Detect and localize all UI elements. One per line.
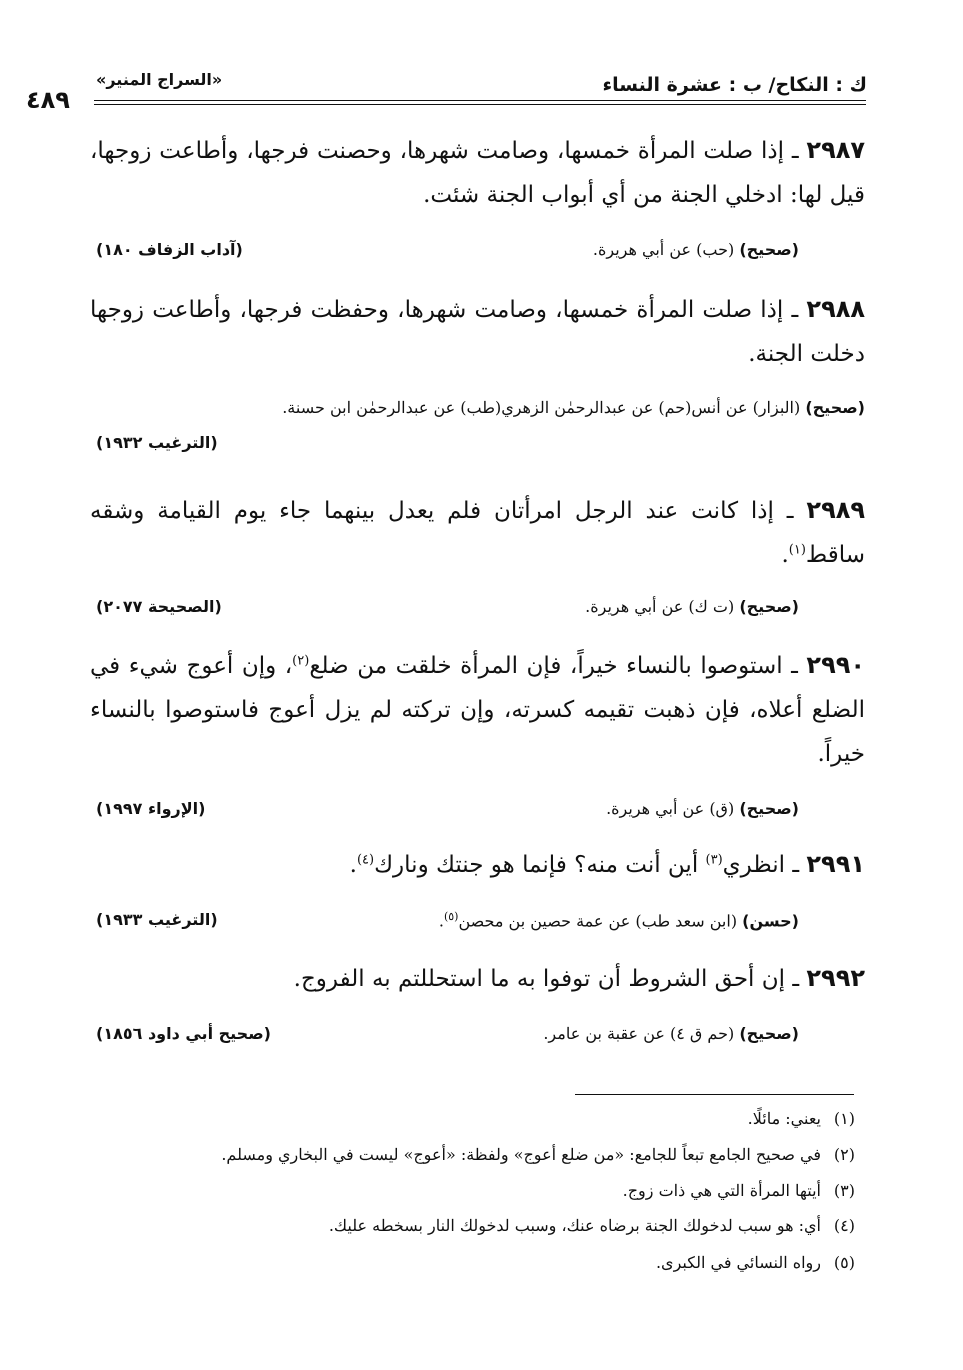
hadith-text: انظري [722,852,786,878]
hadith-number: ٢٩٨٨ [806,295,866,323]
hadith-number: ٢٩٩٢ [806,964,865,992]
hadith-number: ٢٩٩٠ [806,651,866,679]
hadith-text: إذا صلت المرأة خمسها، وصامت شهرها، وحصنت فرجها، وأطاعت زوجها، قيل لها: ادخلي الجنة من أي أبواب الجنة شئت. [90,138,865,208]
reference-row-2992 [96,1024,865,1054]
source-reference: (الإرواء ١٩٩٧) [96,799,206,818]
grade-and-narration [439,910,799,930]
hadith-number: ٢٩٩١ [806,850,865,878]
footnote-number: (٣) [833,1181,855,1200]
page-number: ٤٨٩ [26,86,70,114]
hadith-text: إذا صلت المرأة خمسها، وصامت شهرها، وحفظت فرجها، وأطاعت زوجها دخلت الجنة. [90,297,865,367]
dash: ـ [791,297,799,323]
narration: (ابن سعد طب) عن عمة حصين بن محصن [458,911,738,931]
hadith-2990 [90,643,865,776]
footnote-marker: (٢) [292,653,310,669]
hadith-text-end: . [781,542,789,568]
grade: (صحيح) [739,799,799,818]
hadith-text-end: . [349,852,357,878]
narration: (حم ق ٤) عن عقبة بن عامر. [543,1024,735,1043]
hadith-2987 [90,128,865,217]
grade: (صحيح) [739,1024,799,1043]
footnote-marker: (٥) [443,910,459,923]
footnote-5 [80,1251,855,1275]
footnote-text: يعني: مائلًا. [747,1109,821,1128]
footnote-number: (٥) [833,1253,855,1272]
footnote-text: أيتها المرأة التي هي ذات زوج. [622,1181,821,1200]
grade: (صحيح) [739,597,799,616]
source-reference: (الصحيحة ٢٠٧٧) [96,597,222,616]
grade-and-narration [543,1024,799,1043]
source-reference: (الترغيب ١٩٣٣) [96,910,218,929]
footnote-marker: (٤) [356,852,375,868]
footnote-3 [80,1179,855,1203]
footnote-text: أي: هو سبب لدخولك الجنة برضاه عنك، وسبب لدخولك النار بسخطه عليك. [328,1216,821,1235]
narration: (حب) عن أبي هريرة. [592,240,735,259]
narration-end: . [438,911,444,931]
hadith-text-continued: ، وإن أعوج شيء في الضلع أعلاه، فإن ذهبت تقيمه كسرته، وإن تركته لم يزل أعوج فاستوصوا بالنساء خيراً. [90,653,865,767]
reference-row-2990 [96,799,865,829]
grade: (صحيح) [739,240,799,259]
footnote-2 [80,1143,855,1167]
reference-row-2991 [96,910,865,940]
narration: (ت ك) عن أبي هريرة. [585,597,735,616]
header-rule-bottom [94,104,866,105]
source-reference: (صحيح أبي داود ١٨٥٦) [96,1024,271,1043]
chapter-heading: ك : النكاح/ ب : عشرة النساء [602,74,867,96]
grade: (حسن) [742,911,799,931]
dash: ـ [792,852,800,878]
reference-row-2987 [96,240,865,270]
hadith-number: ٢٩٨٩ [806,496,866,524]
hadith-text: استوصوا بالنساء خيراً، فإن المرأة خلقت من ضلع [309,653,783,679]
hadith-text-continued: أين أنت منه؟ فإنما هو جنتك ونارك [374,852,706,878]
footnote-separator [575,1094,854,1095]
footnote-4 [80,1214,855,1238]
hadith-2989 [90,488,865,577]
footnote-number: (٢) [833,1145,855,1164]
hadith-text: إذا كانت عند الرجل امرأتان فلم يعدل بينهما جاء يوم القيامة وشقه ساقط [90,498,865,568]
dash: ـ [791,138,799,164]
reference-row-2989 [96,597,865,627]
footnote-text: في صحيح الجامع تبعاً للجامع: «من ضلع أعوج» ولفظة: «أعوج» ليست في البخاري ومسلم. [221,1145,821,1164]
narration: (البزار) عن أنس(حم) عن عبدالرحمٰن الزهري(طب) عن عبدالرحمٰن ابن حسنة. [282,398,801,417]
dash: ـ [792,966,800,992]
hadith-2991 [90,842,865,887]
footnote-marker: (١) [788,542,806,558]
hadith-number: ٢٩٨٧ [806,136,866,164]
header-rule-top [94,100,866,101]
dash: ـ [791,653,798,679]
grade-and-narration [593,240,799,259]
footnote-1 [80,1107,855,1131]
footnote-marker: (٣) [705,852,723,868]
footnote-text: رواه النسائي في الكبرى. [655,1253,821,1272]
hadith-2988 [90,287,865,376]
source-reference: (آداب الزفاف ١٨٠) [96,240,243,259]
dash: ـ [786,498,794,524]
book-title: «السراج المنير» [96,70,223,89]
footnote-number: (١) [833,1109,855,1128]
grade-and-narration-2988 [282,398,865,417]
narration: (ق) عن أبي هريرة. [606,799,735,818]
hadith-text: إن أحق الشروط أن توفوا به ما استحللتم به الفروج. [293,966,786,992]
source-reference: (الترغيب ١٩٣٢) [96,433,218,452]
grade: (صحيح) [805,398,865,417]
grade-and-narration [585,597,799,616]
hadith-2992 [90,956,865,1001]
grade-and-narration [606,799,799,818]
footnote-number: (٤) [833,1216,855,1235]
